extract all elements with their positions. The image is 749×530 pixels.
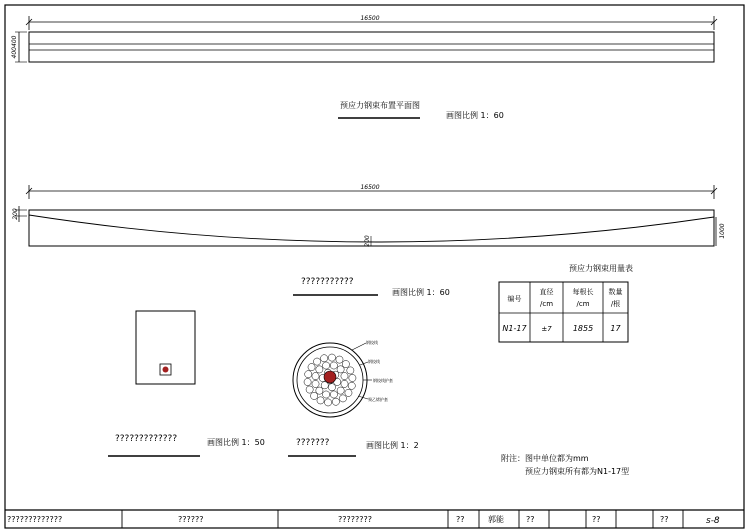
strand-callout: 聚乙烯护套 [368,397,388,402]
title-block-drawing-name: ?????? [178,515,204,524]
title-block-drawing-no: s-8 [706,516,720,526]
plan-view-scale: 画图比例 1：60 [446,111,504,120]
plan-length-dimension: 16500 [360,15,380,22]
strand-wire [313,358,320,365]
elevation-length-dimension: 16500 [360,184,380,191]
section-view-scale: 画图比例 1：60 [392,288,450,297]
strand-callout: 钢绞线 [368,359,380,364]
table-header-length-unit: /cm [576,300,590,308]
elevation-mid-dimension: 200 [364,235,371,247]
strand-wire [339,395,346,402]
elevation-end-dimension: 200 [12,208,19,220]
strand-callout: 钢绞线护套 [373,378,393,383]
strand-wire [324,399,331,406]
table-cell-length: 1855 [572,324,594,333]
note-line-2: 预应力钢束所有都为N1-17型 [525,467,630,476]
anchor-view [108,311,265,456]
strand-wire [312,380,319,387]
plan-width-dimension: 400400 [11,35,18,59]
section-view-heading [293,277,450,297]
strand-wire [308,364,315,371]
elevation-beam-outline [29,210,714,246]
table-header-length: 每根长 [572,288,594,296]
strand-wire [348,382,355,389]
strand-wire [341,372,348,379]
strand-wire [316,387,323,394]
strand-wire [345,389,352,396]
notes [501,453,629,476]
strand-wire [321,355,328,362]
strand-wire [306,386,313,393]
strand-wire [321,382,328,389]
strand-core [324,371,336,383]
strand-wire [305,371,312,378]
strand-wire [322,362,329,369]
plan-beam-outline [29,32,714,62]
title-block-drawing-no-label: ?? [660,515,669,524]
title-block-subtitle: ???????? [338,515,372,524]
table-header-count: 数量 [608,288,623,296]
strand-detail-title: ??????? [296,438,330,448]
section-view-title: ??????????? [301,277,354,287]
strand-wire [304,378,311,385]
strand-detail [288,339,419,456]
elevation-view [12,184,726,247]
title-block-checker-label: ?? [526,515,535,524]
table-header-diameter-unit: /cm [539,300,554,308]
strand-detail-scale: 画图比例 1：2 [366,441,419,450]
table-cell-id: N1-17 [502,324,527,333]
title-block [5,510,744,528]
plan-view [11,15,717,120]
plan-view-title: 预应力钢束布置平面图 [340,101,420,110]
strand-wire [328,354,335,361]
strand-callout: 钢绞线 [366,340,378,345]
strand-wire [332,398,339,405]
strand-wire [347,367,354,374]
anchor-hole [163,367,169,373]
strand-wire [328,384,335,391]
strand-wire [316,366,323,373]
strand-wire [317,397,324,404]
note-line-1: 附注：图中单位都为mm [501,454,589,463]
table-header-count-unit: /根 [610,300,621,308]
anchor-view-scale: 画图比例 1：50 [207,438,265,447]
table-cell-diameter: ±7 [541,325,552,333]
strand-wire [349,374,356,381]
strand-wire [330,362,337,369]
elevation-height-dimension: 1000 [719,223,726,239]
title-block-project: ????????????? [7,515,63,524]
strand-wire [342,360,349,367]
quantity-table [499,263,633,342]
title-block-designer-name: 郭能 [488,515,504,524]
elevation-tendon-profile [29,215,714,242]
table-cell-count: 17 [610,324,621,333]
strand-wire [337,387,344,394]
table-header-diameter: 直径 [539,288,554,296]
strand-wire [323,391,330,398]
table-title: 预应力钢束用量表 [569,264,633,273]
anchor-view-title: ????????????? [115,434,178,444]
strand-wire [337,366,344,373]
title-block-designer-label: ?? [456,515,465,524]
strand-wire [311,392,318,399]
strand-wire [336,356,343,363]
table-header-id: 编号 [507,295,522,303]
title-block-checker-name: ?? [592,515,601,524]
strand-wire [330,391,337,398]
strand-wire [341,380,348,387]
strand-wire [312,373,319,380]
